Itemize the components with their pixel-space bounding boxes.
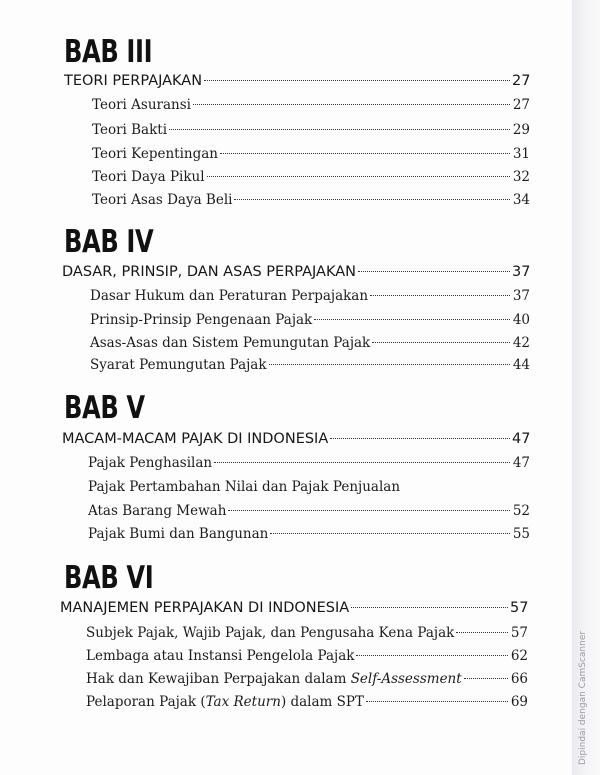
page-number: 47: [512, 431, 531, 447]
page-number: 44: [512, 357, 530, 373]
leader-dots: [370, 294, 510, 296]
leader-dots: [358, 270, 510, 272]
item-title-text: Pelaporan Pajak (: [86, 694, 206, 710]
toc-item[interactable]: [92, 169, 530, 185]
section-title: MACAM-MACAM PAJAK DI INDONESIA: [62, 431, 329, 447]
page-number: 55: [512, 526, 530, 542]
item-title: Pajak Penghasilan: [88, 455, 213, 471]
item-title: Dasar Hukum dan Peraturan Perpajakan: [90, 288, 369, 304]
toc-item[interactable]: [88, 503, 530, 519]
item-title: Teori Asas Daya Beli: [92, 192, 233, 208]
toc-item[interactable]: [92, 122, 530, 138]
toc-item[interactable]: [90, 357, 530, 373]
toc-section[interactable]: [60, 600, 528, 616]
toc-item[interactable]: [90, 312, 530, 328]
leader-dots: [330, 437, 510, 439]
page-number: 69: [510, 694, 528, 710]
leader-dots: [214, 461, 510, 463]
leader-dots: [207, 175, 510, 177]
scanner-watermark: Dipindai dengan CamScanner: [578, 630, 588, 765]
item-title: Subjek Pajak, Wajib Pajak, dan Pengusaha Kena Pajak: [86, 625, 455, 641]
item-title: Teori Kepentingan: [92, 146, 218, 162]
page-number: 40: [512, 312, 530, 328]
item-title-text-post: ) dalam SPT: [280, 694, 364, 710]
leader-dots: [456, 631, 508, 633]
toc-item[interactable]: [92, 192, 530, 208]
leader-dots: [228, 509, 510, 511]
page-number: 37: [512, 264, 531, 280]
item-title: Atas Barang Mewah: [88, 503, 227, 519]
leader-dots: [269, 363, 510, 365]
section-title: TEORI PERPAJAKAN: [64, 73, 203, 89]
leader-dots: [366, 700, 508, 702]
page-number: 42: [512, 335, 530, 351]
item-title: Prinsip-Prinsip Pengenaan Pajak: [90, 312, 313, 328]
page-number: 27: [512, 97, 530, 113]
page-number: 47: [512, 455, 530, 471]
toc-item[interactable]: [86, 625, 528, 641]
item-title: [86, 694, 364, 710]
leader-dots: [372, 341, 510, 343]
toc-item[interactable]: [86, 671, 528, 687]
leader-dots: [464, 677, 508, 679]
leader-dots: [169, 128, 510, 130]
page-number: 66: [510, 671, 528, 687]
page-number: 32: [512, 169, 530, 185]
toc-item[interactable]: [86, 648, 528, 664]
leader-dots: [204, 79, 510, 81]
item-title: Pajak Bumi dan Bangunan: [88, 526, 269, 542]
item-title: Lembaga atau Instansi Pengelola Pajak: [86, 648, 355, 664]
section-title: MANAJEMEN PERPAJAKAN DI INDONESIA: [60, 600, 350, 616]
page-number: 37: [512, 288, 530, 304]
toc-item[interactable]: [86, 694, 528, 710]
leader-dots: [356, 654, 508, 656]
chapter-heading: BAB V: [64, 390, 145, 426]
page-number: 29: [512, 122, 530, 138]
leader-dots: [351, 606, 508, 608]
leader-dots: [193, 103, 510, 105]
item-title-italic: Self-Assessment: [350, 671, 462, 687]
item-title: Asas-Asas dan Sistem Pemungutan Pajak: [90, 335, 371, 351]
toc-item[interactable]: [90, 335, 530, 351]
item-title-text: Hak dan Kewajiban Perpajakan dalam: [86, 671, 351, 687]
chapter-heading: BAB III: [64, 34, 153, 70]
item-title: Syarat Pemungutan Pajak: [90, 357, 267, 373]
toc-item[interactable]: [88, 455, 530, 471]
leader-dots: [314, 318, 510, 320]
page-number: 57: [510, 625, 528, 641]
item-title: Teori Daya Pikul: [92, 169, 205, 185]
toc-section[interactable]: [62, 431, 530, 447]
item-title: Teori Asuransi: [92, 97, 191, 113]
page-number: 27: [512, 73, 531, 89]
page-number: 62: [510, 648, 528, 664]
leader-dots: [220, 152, 510, 154]
page-number: 57: [510, 600, 529, 616]
leader-dots: [234, 198, 510, 200]
toc-item[interactable]: [92, 97, 530, 113]
page-number: 52: [512, 503, 530, 519]
item-title-italic: Tax Return: [205, 694, 281, 710]
page-number: 34: [512, 192, 530, 208]
item-title-line1: Pajak Pertambahan Nilai dan Pajak Penjualan: [88, 479, 401, 495]
leader-dots: [270, 532, 510, 534]
toc-item[interactable]: [90, 288, 530, 304]
toc-section[interactable]: [64, 73, 530, 89]
item-title: [86, 671, 462, 687]
page-number: 31: [512, 146, 530, 162]
toc-item[interactable]: [92, 146, 530, 162]
chapter-heading: BAB VI: [64, 560, 154, 596]
chapter-heading: BAB IV: [64, 224, 154, 260]
toc-item[interactable]: [88, 526, 530, 542]
toc-section[interactable]: [62, 264, 530, 280]
section-title: DASAR, PRINSIP, DAN ASAS PERPAJAKAN: [62, 264, 356, 280]
item-title: Teori Bakti: [92, 122, 168, 138]
